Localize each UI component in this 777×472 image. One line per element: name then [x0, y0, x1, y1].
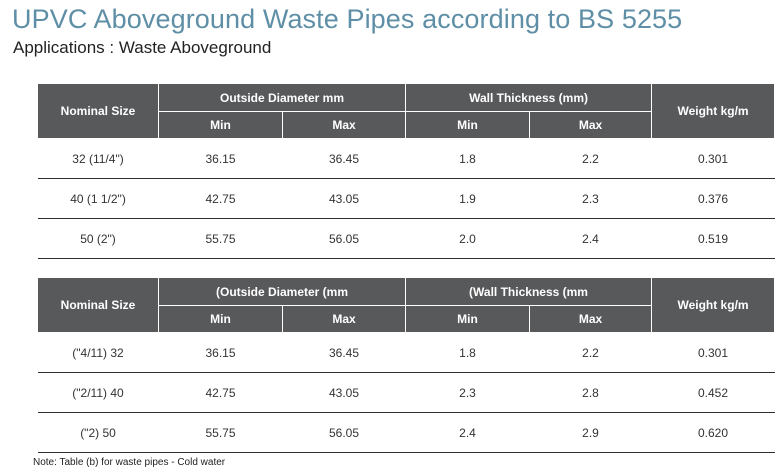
cell-wt-min: 1.9	[406, 179, 530, 219]
cell-od-max: 43.05	[283, 179, 406, 219]
header-wall-thickness: (Wall Thickness (mm	[406, 278, 652, 306]
table-row	[38, 179, 775, 219]
cell-od-min: 42.75	[159, 179, 283, 219]
header-wt-max: Max	[530, 112, 652, 139]
table-row	[38, 413, 775, 453]
cell-od-min: 55.75	[159, 219, 283, 259]
cell-wt-max: 2.4	[530, 219, 652, 259]
page-subtitle: Applications : Waste Aboveground	[13, 38, 272, 57]
header-wall-thickness: Wall Thickness (mm)	[406, 84, 652, 112]
cell-od-max: 56.05	[283, 219, 406, 259]
cell-wt-min: 1.8	[406, 333, 530, 373]
cell-wt-max: 2.9	[530, 413, 652, 453]
header-od-min: Min	[159, 306, 283, 333]
cell-weight: 0.376	[652, 179, 775, 219]
header-wt-min: Min	[406, 112, 530, 139]
table-row	[38, 333, 775, 373]
cell-od-min: 42.75	[159, 373, 283, 413]
cell-wt-max: 2.2	[530, 139, 652, 179]
cell-od-min: 55.75	[159, 413, 283, 453]
cell-wt-min: 1.8	[406, 139, 530, 179]
header-wt-max: Max	[530, 306, 652, 333]
header-nominal-size: Nominal Size	[38, 84, 159, 139]
cell-od-min: 36.15	[159, 139, 283, 179]
header-od-max: Max	[283, 306, 406, 333]
table-row	[38, 139, 775, 179]
table-row	[38, 373, 775, 413]
cell-nominal-size: 40 (1 1/2")	[38, 179, 159, 219]
page-title: UPVC Aboveground Waste Pipes according to BS 5255	[12, 4, 683, 34]
cell-nominal-size: ("4/11) 32	[38, 333, 159, 373]
cell-od-min: 36.15	[159, 333, 283, 373]
cell-weight: 0.620	[652, 413, 775, 453]
cell-wt-min: 2.3	[406, 373, 530, 413]
cell-wt-min: 2.4	[406, 413, 530, 453]
header-nominal-size: Nominal Size	[38, 278, 159, 333]
cell-wt-min: 2.0	[406, 219, 530, 259]
cell-od-max: 56.05	[283, 413, 406, 453]
header-wt-min: Min	[406, 306, 530, 333]
spec-table-2	[37, 277, 775, 453]
cell-od-max: 36.45	[283, 139, 406, 179]
header-outside-diameter: (Outside Diameter (mm	[159, 278, 406, 306]
header-weight: Weight kg/m	[652, 278, 775, 333]
header-od-min: Min	[159, 112, 283, 139]
cell-weight: 0.301	[652, 139, 775, 179]
cell-od-max: 43.05	[283, 373, 406, 413]
cell-weight: 0.452	[652, 373, 775, 413]
cell-nominal-size: 50 (2")	[38, 219, 159, 259]
cell-weight: 0.519	[652, 219, 775, 259]
table-row	[38, 219, 775, 259]
cell-wt-max: 2.3	[530, 179, 652, 219]
header-weight: Weight kg/m	[652, 84, 775, 139]
cell-wt-max: 2.2	[530, 333, 652, 373]
header-outside-diameter: Outside Diameter mm	[159, 84, 406, 112]
cell-nominal-size: 32 (11/4")	[38, 139, 159, 179]
cell-nominal-size: ("2/11) 40	[38, 373, 159, 413]
spec-table-1	[37, 83, 775, 259]
cell-od-max: 36.45	[283, 333, 406, 373]
cell-weight: 0.301	[652, 333, 775, 373]
header-od-max: Max	[283, 112, 406, 139]
cell-wt-max: 2.8	[530, 373, 652, 413]
cell-nominal-size: ("2) 50	[38, 413, 159, 453]
footnote: Note: Table (b) for waste pipes - Cold water	[33, 457, 226, 468]
